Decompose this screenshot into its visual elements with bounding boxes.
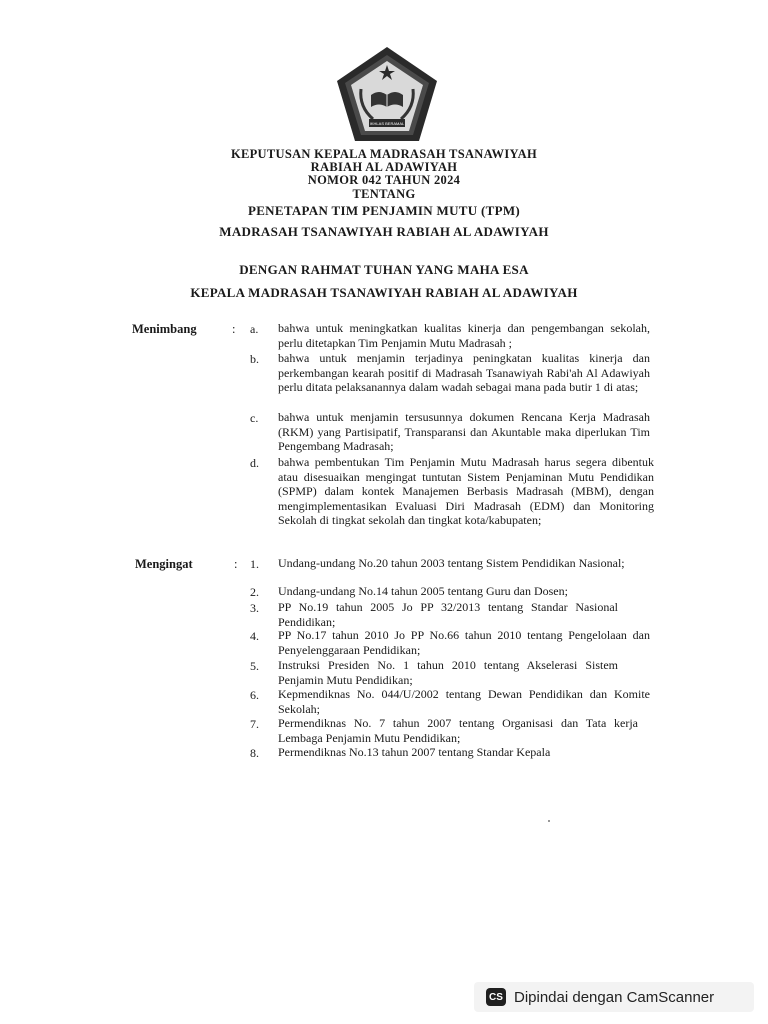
- camscanner-label: Dipindai dengan CamScanner: [514, 988, 715, 1006]
- mengingat-label: Mengingat: [135, 557, 193, 571]
- decree-title-line-2: RABIAH AL ADAWIYAH: [310, 160, 458, 174]
- mengingat-item-3: PP No.19 tahun 2005 Jo PP 32/2013 tentang Standar Nasional Pendidikan;: [278, 600, 618, 629]
- mengingat-item-8: Permendiknas No.13 tahun 2007 tentang Standar Kepala: [278, 745, 551, 759]
- issuer-line: KEPALA MADRASAH TSANAWIYAH RABIAH AL ADAWIYAH: [190, 285, 578, 300]
- mengingat-marker-6: 6.: [250, 688, 259, 702]
- mengingat-marker-8: 8.: [250, 746, 259, 760]
- mengingat-item-2: Undang-undang No.14 tahun 2005 tentang Guru dan Dosen;: [278, 584, 568, 598]
- menimbang-item-d: bahwa pembentukan Tim Penjamin Mutu Madrasah harus segera dibentuk atau disesuaikan mengingat tuntutan Sistem Penjaminan Mutu Pendidikan (SPMP) dalam kontek Manajemen Berbasis Madrasah (MBM), dengan mengimplementasikan Evaluasi Diri Madrasah (EDM) dan Monitoring Sekolah di tingkat sekolah dan tingkat kota/kabupaten;: [278, 455, 654, 527]
- camscanner-watermark: [474, 982, 754, 1012]
- menimbang-item-a: bahwa untuk meningkatkan kualitas kinerja dan pengembangan sekolah, perlu ditetapkan Tim Penjamin Mutu Madrasah ;: [278, 321, 650, 350]
- decree-number: NOMOR 042 TAHUN 2024: [307, 173, 461, 187]
- menimbang-label: Menimbang: [132, 322, 197, 336]
- menimbang-marker-b: b.: [250, 352, 259, 366]
- mengingat-item-1: Undang-undang No.20 tahun 2003 tentang Sistem Pendidikan Nasional;: [278, 556, 625, 570]
- mengingat-marker-5: 5.: [250, 659, 259, 673]
- menimbang-marker-d: d.: [250, 456, 259, 470]
- menimbang-item-c: bahwa untuk menjamin tersusunnya dokumen Rencana Kerja Madrasah (RKM) yang Partisipatif, Transparansi dan Akuntable maka diperlukan Tim Pengembang Madrasah;: [278, 410, 650, 453]
- mengingat-colon: :: [234, 557, 238, 571]
- decree-about-label: TENTANG: [352, 187, 416, 201]
- menimbang-marker-c: c.: [250, 411, 259, 425]
- mengingat-item-5: Instruksi Presiden No. 1 tahun 2010 tentang Akselerasi Sistem Penjamin Mutu Pendidikan;: [278, 658, 618, 687]
- mengingat-marker-7: 7.: [250, 717, 259, 731]
- mengingat-marker-3: 3.: [250, 601, 259, 615]
- camscanner-logo-icon: CS: [486, 988, 506, 1006]
- scan-speck: [548, 820, 550, 822]
- ministry-emblem-logo: [333, 45, 441, 145]
- decree-title-line-1: KEPUTUSAN KEPALA MADRASAH TSANAWIYAH: [230, 147, 538, 161]
- decree-subject: PENETAPAN TIM PENJAMIN MUTU (TPM): [247, 203, 521, 218]
- menimbang-item-b: bahwa untuk menjamin terjadinya peningkatan kualitas kinerja dan perkembangan kearah positif di Madrasah Tsanawiyah Rabi'ah Al Adawiyah perlu ditata pelaksanannya dalam wadah sebagai mana pada butir 1 di atas;: [278, 351, 650, 394]
- mengingat-marker-2: 2.: [250, 585, 259, 599]
- invocation-line: DENGAN RAHMAT TUHAN YANG MAHA ESA: [239, 262, 529, 277]
- mengingat-item-6: Kepmendiknas No. 044/U/2002 tentang Dewan Pendidikan dan Komite Sekolah;: [278, 687, 650, 716]
- mengingat-item-4: PP No.17 tahun 2010 Jo PP No.66 tahun 2010 tentang Pengelolaan dan Penyelenggaraan Pendidikan;: [278, 628, 650, 657]
- decree-institution: MADRASAH TSANAWIYAH RABIAH AL ADAWIYAH: [219, 224, 549, 239]
- mengingat-item-7: Permendiknas No. 7 tahun 2007 tentang Organisasi dan Tata kerja Lembaga Penjamin Mutu Pendidikan;: [278, 716, 638, 745]
- menimbang-marker-a: a.: [250, 322, 259, 336]
- menimbang-colon: :: [232, 322, 236, 336]
- mengingat-marker-4: 4.: [250, 629, 259, 643]
- mengingat-marker-1: 1.: [250, 557, 259, 571]
- logo-ribbon-text: IKHLAS BERAMAL: [369, 121, 405, 126]
